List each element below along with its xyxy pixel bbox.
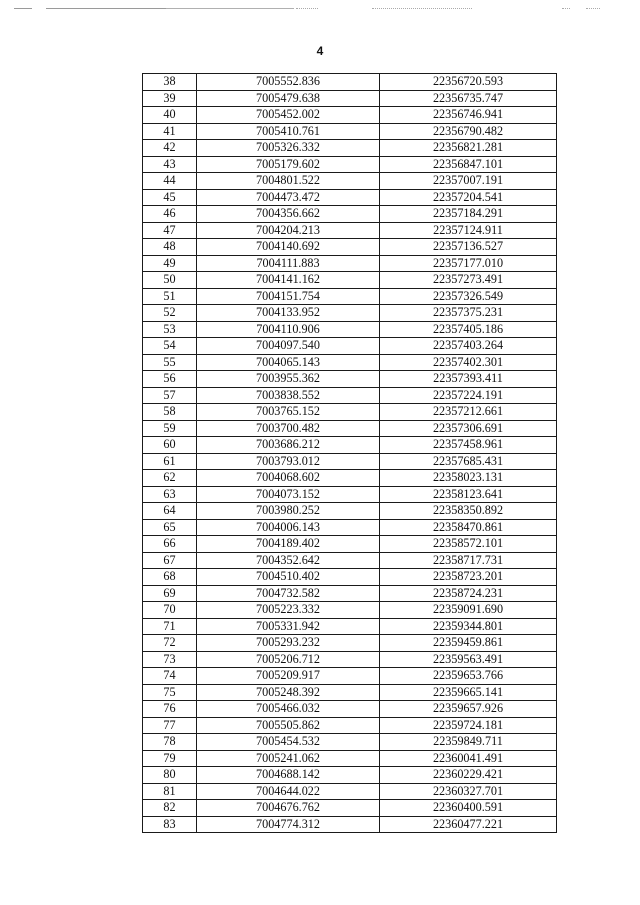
x-coordinate-cell: 7005505.862 <box>197 717 380 734</box>
x-coordinate-cell: 7004097.540 <box>197 338 380 355</box>
coordinates-table-body <box>143 74 557 833</box>
point-number-cell: 40 <box>143 107 197 124</box>
x-coordinate-cell: 7005479.638 <box>197 90 380 107</box>
table-row <box>143 123 557 140</box>
y-coordinate-cell: 22357306.691 <box>380 420 557 437</box>
point-number-cell: 74 <box>143 668 197 685</box>
point-number-cell: 81 <box>143 783 197 800</box>
y-coordinate-cell: 22359849.711 <box>380 734 557 751</box>
y-coordinate-cell: 22357402.301 <box>380 354 557 371</box>
point-number-cell: 43 <box>143 156 197 173</box>
y-coordinate-cell: 22356735.747 <box>380 90 557 107</box>
point-number-cell: 55 <box>143 354 197 371</box>
table-row <box>143 651 557 668</box>
table-row <box>143 255 557 272</box>
x-coordinate-cell: 7003955.362 <box>197 371 380 388</box>
y-coordinate-cell: 22357124.911 <box>380 222 557 239</box>
table-row <box>143 354 557 371</box>
point-number-cell: 47 <box>143 222 197 239</box>
x-coordinate-cell: 7004151.754 <box>197 288 380 305</box>
point-number-cell: 64 <box>143 503 197 520</box>
point-number-cell: 79 <box>143 750 197 767</box>
y-coordinate-cell: 22359653.766 <box>380 668 557 685</box>
x-coordinate-cell: 7004644.022 <box>197 783 380 800</box>
y-coordinate-cell: 22358572.101 <box>380 536 557 553</box>
point-number-cell: 75 <box>143 684 197 701</box>
y-coordinate-cell: 22358723.201 <box>380 569 557 586</box>
x-coordinate-cell: 7005293.232 <box>197 635 380 652</box>
y-coordinate-cell: 22357458.961 <box>380 437 557 454</box>
y-coordinate-cell: 22358724.231 <box>380 585 557 602</box>
scan-artifact-dots <box>372 8 472 9</box>
y-coordinate-cell: 22358717.731 <box>380 552 557 569</box>
x-coordinate-cell: 7005466.032 <box>197 701 380 718</box>
table-row <box>143 816 557 833</box>
table-row <box>143 189 557 206</box>
x-coordinate-cell: 7004204.213 <box>197 222 380 239</box>
x-coordinate-cell: 7003980.252 <box>197 503 380 520</box>
table-row <box>143 222 557 239</box>
y-coordinate-cell: 22357393.411 <box>380 371 557 388</box>
table-row <box>143 585 557 602</box>
y-coordinate-cell: 22357007.191 <box>380 173 557 190</box>
x-coordinate-cell: 7004688.142 <box>197 767 380 784</box>
table-row <box>143 453 557 470</box>
table-row <box>143 684 557 701</box>
x-coordinate-cell: 7005552.836 <box>197 74 380 91</box>
y-coordinate-cell: 22357326.549 <box>380 288 557 305</box>
table-row <box>143 717 557 734</box>
table-row <box>143 420 557 437</box>
table-row <box>143 305 557 322</box>
point-number-cell: 44 <box>143 173 197 190</box>
y-coordinate-cell: 22359563.491 <box>380 651 557 668</box>
y-coordinate-cell: 22356746.941 <box>380 107 557 124</box>
table-row <box>143 437 557 454</box>
point-number-cell: 71 <box>143 618 197 635</box>
y-coordinate-cell: 22360229.421 <box>380 767 557 784</box>
y-coordinate-cell: 22356847.101 <box>380 156 557 173</box>
x-coordinate-cell: 7004073.152 <box>197 486 380 503</box>
table-row <box>143 503 557 520</box>
point-number-cell: 39 <box>143 90 197 107</box>
y-coordinate-cell: 22357405.186 <box>380 321 557 338</box>
table-row <box>143 734 557 751</box>
y-coordinate-cell: 22357273.491 <box>380 272 557 289</box>
point-number-cell: 45 <box>143 189 197 206</box>
table-row <box>143 404 557 421</box>
y-coordinate-cell: 22356720.593 <box>380 74 557 91</box>
point-number-cell: 38 <box>143 74 197 91</box>
table-row <box>143 470 557 487</box>
point-number-cell: 56 <box>143 371 197 388</box>
point-number-cell: 48 <box>143 239 197 256</box>
table-row <box>143 569 557 586</box>
y-coordinate-cell: 22359657.926 <box>380 701 557 718</box>
scan-artifact-dots <box>586 8 600 9</box>
x-coordinate-cell: 7004189.402 <box>197 536 380 553</box>
x-coordinate-cell: 7004732.582 <box>197 585 380 602</box>
x-coordinate-cell: 7004141.162 <box>197 272 380 289</box>
point-number-cell: 41 <box>143 123 197 140</box>
point-number-cell: 65 <box>143 519 197 536</box>
table-row <box>143 371 557 388</box>
x-coordinate-cell: 7004110.906 <box>197 321 380 338</box>
y-coordinate-cell: 22357184.291 <box>380 206 557 223</box>
x-coordinate-cell: 7004140.692 <box>197 239 380 256</box>
point-number-cell: 63 <box>143 486 197 503</box>
point-number-cell: 69 <box>143 585 197 602</box>
point-number-cell: 82 <box>143 800 197 817</box>
x-coordinate-cell: 7004111.883 <box>197 255 380 272</box>
y-coordinate-cell: 22360041.491 <box>380 750 557 767</box>
y-coordinate-cell: 22359091.690 <box>380 602 557 619</box>
x-coordinate-cell: 7004133.952 <box>197 305 380 322</box>
table-row <box>143 140 557 157</box>
y-coordinate-cell: 22360477.221 <box>380 816 557 833</box>
scan-artifact-dots <box>296 8 318 9</box>
y-coordinate-cell: 22357403.264 <box>380 338 557 355</box>
table-row <box>143 701 557 718</box>
y-coordinate-cell: 22358023.131 <box>380 470 557 487</box>
y-coordinate-cell: 22360327.701 <box>380 783 557 800</box>
x-coordinate-cell: 7005248.392 <box>197 684 380 701</box>
table-row <box>143 668 557 685</box>
y-coordinate-cell: 22358123.641 <box>380 486 557 503</box>
table-row <box>143 156 557 173</box>
x-coordinate-cell: 7005326.332 <box>197 140 380 157</box>
point-number-cell: 70 <box>143 602 197 619</box>
table-row <box>143 74 557 91</box>
y-coordinate-cell: 22359459.861 <box>380 635 557 652</box>
table-row <box>143 602 557 619</box>
y-coordinate-cell: 22357177.010 <box>380 255 557 272</box>
table-row <box>143 783 557 800</box>
point-number-cell: 62 <box>143 470 197 487</box>
y-coordinate-cell: 22358350.892 <box>380 503 557 520</box>
y-coordinate-cell: 22357224.191 <box>380 387 557 404</box>
y-coordinate-cell: 22358470.861 <box>380 519 557 536</box>
x-coordinate-cell: 7004065.143 <box>197 354 380 371</box>
y-coordinate-cell: 22357375.231 <box>380 305 557 322</box>
table-row <box>143 767 557 784</box>
x-coordinate-cell: 7004510.402 <box>197 569 380 586</box>
x-coordinate-cell: 7005223.332 <box>197 602 380 619</box>
point-number-cell: 76 <box>143 701 197 718</box>
x-coordinate-cell: 7005241.062 <box>197 750 380 767</box>
y-coordinate-cell: 22356790.482 <box>380 123 557 140</box>
point-number-cell: 80 <box>143 767 197 784</box>
x-coordinate-cell: 7005331.942 <box>197 618 380 635</box>
table-row <box>143 288 557 305</box>
table-row <box>143 552 557 569</box>
point-number-cell: 50 <box>143 272 197 289</box>
table-row <box>143 338 557 355</box>
x-coordinate-cell: 7004801.522 <box>197 173 380 190</box>
x-coordinate-cell: 7005454.532 <box>197 734 380 751</box>
point-number-cell: 59 <box>143 420 197 437</box>
y-coordinate-cell: 22357212.661 <box>380 404 557 421</box>
table-row <box>143 635 557 652</box>
table-row <box>143 486 557 503</box>
x-coordinate-cell: 7005179.602 <box>197 156 380 173</box>
x-coordinate-cell: 7005209.917 <box>197 668 380 685</box>
y-coordinate-cell: 22359724.181 <box>380 717 557 734</box>
point-number-cell: 73 <box>143 651 197 668</box>
x-coordinate-cell: 7003700.482 <box>197 420 380 437</box>
x-coordinate-cell: 7004356.662 <box>197 206 380 223</box>
point-number-cell: 58 <box>143 404 197 421</box>
point-number-cell: 66 <box>143 536 197 553</box>
point-number-cell: 77 <box>143 717 197 734</box>
x-coordinate-cell: 7003838.552 <box>197 387 380 404</box>
x-coordinate-cell: 7004473.472 <box>197 189 380 206</box>
table-row <box>143 618 557 635</box>
point-number-cell: 78 <box>143 734 197 751</box>
table-row <box>143 90 557 107</box>
point-number-cell: 46 <box>143 206 197 223</box>
table-row <box>143 107 557 124</box>
point-number-cell: 51 <box>143 288 197 305</box>
table-row <box>143 272 557 289</box>
point-number-cell: 68 <box>143 569 197 586</box>
point-number-cell: 52 <box>143 305 197 322</box>
table-row <box>143 173 557 190</box>
y-coordinate-cell: 22357136.527 <box>380 239 557 256</box>
point-number-cell: 83 <box>143 816 197 833</box>
scan-artifact-line <box>46 8 166 9</box>
point-number-cell: 49 <box>143 255 197 272</box>
table-row <box>143 206 557 223</box>
y-coordinate-cell: 22359344.801 <box>380 618 557 635</box>
x-coordinate-cell: 7005410.761 <box>197 123 380 140</box>
x-coordinate-cell: 7004006.143 <box>197 519 380 536</box>
table-row <box>143 800 557 817</box>
point-number-cell: 60 <box>143 437 197 454</box>
point-number-cell: 61 <box>143 453 197 470</box>
point-number-cell: 42 <box>143 140 197 157</box>
x-coordinate-cell: 7004352.642 <box>197 552 380 569</box>
x-coordinate-cell: 7004068.602 <box>197 470 380 487</box>
point-number-cell: 72 <box>143 635 197 652</box>
scan-artifact-line <box>14 8 32 9</box>
x-coordinate-cell: 7003793.012 <box>197 453 380 470</box>
x-coordinate-cell: 7005206.712 <box>197 651 380 668</box>
page-number: 4 <box>316 44 324 58</box>
y-coordinate-cell: 22356821.281 <box>380 140 557 157</box>
table-row <box>143 239 557 256</box>
table-row <box>143 536 557 553</box>
coordinates-table <box>142 73 557 833</box>
point-number-cell: 57 <box>143 387 197 404</box>
y-coordinate-cell: 22357685.431 <box>380 453 557 470</box>
x-coordinate-cell: 7004676.762 <box>197 800 380 817</box>
point-number-cell: 67 <box>143 552 197 569</box>
x-coordinate-cell: 7003765.152 <box>197 404 380 421</box>
y-coordinate-cell: 22360400.591 <box>380 800 557 817</box>
table-row <box>143 321 557 338</box>
scan-artifact-dots <box>562 8 570 9</box>
point-number-cell: 53 <box>143 321 197 338</box>
y-coordinate-cell: 22359665.141 <box>380 684 557 701</box>
x-coordinate-cell: 7003686.212 <box>197 437 380 454</box>
scan-artifact-line <box>166 8 294 9</box>
point-number-cell: 54 <box>143 338 197 355</box>
x-coordinate-cell: 7005452.002 <box>197 107 380 124</box>
table-row <box>143 750 557 767</box>
x-coordinate-cell: 7004774.312 <box>197 816 380 833</box>
table-row <box>143 519 557 536</box>
y-coordinate-cell: 22357204.541 <box>380 189 557 206</box>
table-row <box>143 387 557 404</box>
